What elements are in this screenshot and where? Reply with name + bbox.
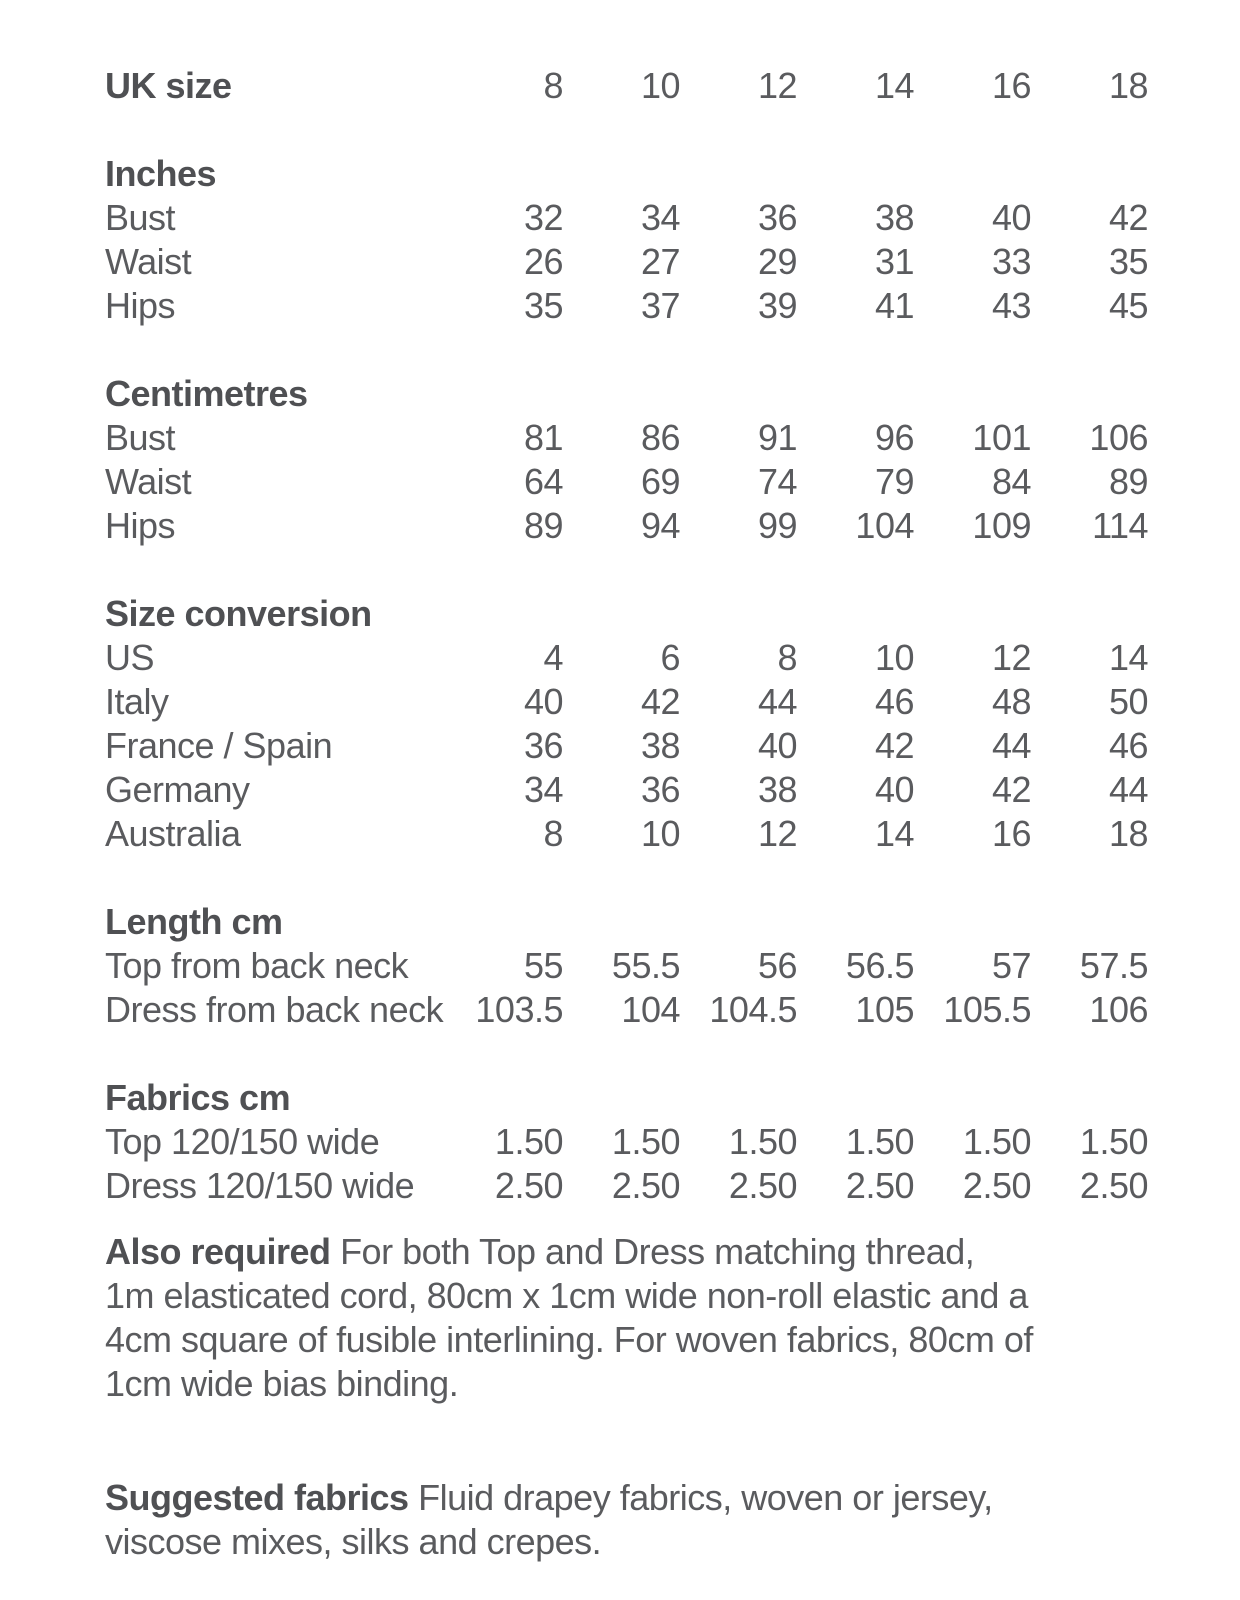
size-cell: 2.50 xyxy=(728,1165,797,1206)
size-cell: 39 xyxy=(757,285,797,326)
note-line xyxy=(105,1230,1148,1274)
table-row xyxy=(105,944,1148,988)
size-cell: 42 xyxy=(1108,197,1148,238)
size-cell: 6 xyxy=(660,637,680,678)
table-row xyxy=(105,636,1148,680)
size-cell: 64 xyxy=(523,461,563,502)
row-label: Bust xyxy=(105,197,176,238)
size-cell: 105 xyxy=(855,989,914,1030)
note-line: 1m elasticated cord, 80cm x 1cm wide non-roll elastic and a xyxy=(105,1275,1028,1316)
size-cell: 34 xyxy=(523,769,563,810)
also-required-label: Also required xyxy=(105,1231,331,1272)
table-row xyxy=(105,1120,1148,1164)
table-row xyxy=(105,768,1148,812)
row-label: Top from back neck xyxy=(105,945,409,986)
size-cell: 42 xyxy=(874,725,914,766)
section-title: Length cm xyxy=(105,901,283,942)
size-cell: 57 xyxy=(991,945,1031,986)
size-cell: 34 xyxy=(640,197,680,238)
size-cell: 104 xyxy=(621,989,680,1030)
size-cell: 46 xyxy=(1108,725,1148,766)
size-chart-section xyxy=(105,592,1148,856)
note-text: For both Top and Dress matching thread, xyxy=(330,1231,975,1272)
size-cell: 56.5 xyxy=(845,945,914,986)
note-line: viscose mixes, silks and crepes. xyxy=(105,1521,602,1562)
size-cell: 32 xyxy=(523,197,563,238)
size-cell: 81 xyxy=(523,417,563,458)
uk-size-value: 10 xyxy=(640,65,680,106)
size-cell: 42 xyxy=(991,769,1031,810)
size-chart-section xyxy=(105,900,1148,1032)
suggested-fabrics-label: Suggested fabrics xyxy=(105,1477,409,1518)
size-cell: 12 xyxy=(991,637,1031,678)
size-cell: 1.50 xyxy=(728,1121,797,1162)
size-cell: 43 xyxy=(991,285,1031,326)
section-rows xyxy=(105,416,1148,548)
size-cell: 26 xyxy=(523,241,563,282)
size-chart-sections xyxy=(105,152,1148,1208)
size-cell: 10 xyxy=(874,637,914,678)
size-cell: 41 xyxy=(874,285,914,326)
size-cell: 48 xyxy=(991,681,1031,722)
size-cell: 35 xyxy=(523,285,563,326)
section-title-row xyxy=(105,372,1148,416)
size-cell: 35 xyxy=(1108,241,1148,282)
section-title: Inches xyxy=(105,153,217,194)
size-cell: 89 xyxy=(1108,461,1148,502)
size-cell: 74 xyxy=(757,461,797,502)
size-cell: 101 xyxy=(972,417,1031,458)
also-required-note xyxy=(105,1230,1148,1406)
size-cell: 55.5 xyxy=(611,945,680,986)
size-chart-section xyxy=(105,1076,1148,1208)
row-label: Dress from back neck xyxy=(105,989,444,1030)
size-cell: 12 xyxy=(757,813,797,854)
row-label: Dress 120/150 wide xyxy=(105,1165,415,1206)
size-cell: 36 xyxy=(523,725,563,766)
size-cell: 37 xyxy=(640,285,680,326)
size-cell: 89 xyxy=(523,505,563,546)
size-cell: 33 xyxy=(991,241,1031,282)
size-cell: 1.50 xyxy=(611,1121,680,1162)
note-text: Fluid drapey fabrics, woven or jersey, xyxy=(408,1477,993,1518)
size-cell: 105.5 xyxy=(943,989,1031,1030)
row-label: Australia xyxy=(105,813,241,854)
size-cell: 50 xyxy=(1108,681,1148,722)
size-cell: 2.50 xyxy=(1079,1165,1148,1206)
size-cell: 84 xyxy=(991,461,1031,502)
table-row xyxy=(105,460,1148,504)
size-cell: 2.50 xyxy=(494,1165,563,1206)
section-rows xyxy=(105,636,1148,856)
uk-size-header-row xyxy=(105,64,1148,108)
uk-size-value: 16 xyxy=(991,65,1031,106)
note-line xyxy=(105,1476,1148,1520)
table-row xyxy=(105,284,1148,328)
uk-size-value: 12 xyxy=(757,65,797,106)
size-cell: 40 xyxy=(523,681,563,722)
size-cell: 1.50 xyxy=(1079,1121,1148,1162)
size-cell: 57.5 xyxy=(1079,945,1148,986)
size-cell: 2.50 xyxy=(845,1165,914,1206)
size-cell: 1.50 xyxy=(845,1121,914,1162)
row-label: Waist xyxy=(105,461,192,502)
size-cell: 99 xyxy=(757,505,797,546)
table-row xyxy=(105,196,1148,240)
size-cell: 44 xyxy=(1108,769,1148,810)
size-guide-content xyxy=(105,64,1148,1564)
size-cell: 109 xyxy=(972,505,1031,546)
size-cell: 31 xyxy=(874,241,914,282)
size-cell: 2.50 xyxy=(962,1165,1031,1206)
table-row xyxy=(105,1164,1148,1208)
size-cell: 86 xyxy=(640,417,680,458)
size-cell: 16 xyxy=(991,813,1031,854)
size-cell: 36 xyxy=(757,197,797,238)
size-cell: 55 xyxy=(523,945,563,986)
size-cell: 38 xyxy=(757,769,797,810)
size-cell: 91 xyxy=(757,417,797,458)
table-row xyxy=(105,724,1148,768)
row-label: Waist xyxy=(105,241,192,282)
note-line: 1cm wide bias binding. xyxy=(105,1363,459,1404)
size-cell: 42 xyxy=(640,681,680,722)
size-cell: 14 xyxy=(874,813,914,854)
section-title-row xyxy=(105,900,1148,944)
size-cell: 44 xyxy=(991,725,1031,766)
row-label: Italy xyxy=(105,681,169,722)
size-cell: 44 xyxy=(757,681,797,722)
row-label: Hips xyxy=(105,505,176,546)
size-chart-section xyxy=(105,372,1148,548)
size-cell: 18 xyxy=(1108,813,1148,854)
size-cell: 104 xyxy=(855,505,914,546)
table-row xyxy=(105,680,1148,724)
table-row xyxy=(105,812,1148,856)
uk-size-value: 18 xyxy=(1108,65,1148,106)
size-cell: 10 xyxy=(640,813,680,854)
size-cell: 46 xyxy=(874,681,914,722)
section-title: Fabrics cm xyxy=(105,1077,291,1118)
size-cell: 79 xyxy=(874,461,914,502)
uk-size-label: UK size xyxy=(105,65,232,106)
size-cell: 4 xyxy=(543,637,563,678)
row-label: Top 120/150 wide xyxy=(105,1121,380,1162)
size-cell: 114 xyxy=(1092,505,1148,546)
section-title: Size conversion xyxy=(105,593,372,634)
section-rows xyxy=(105,196,1148,328)
size-cell: 45 xyxy=(1108,285,1148,326)
suggested-fabrics-note xyxy=(105,1476,1148,1564)
section-rows xyxy=(105,944,1148,1032)
section-rows xyxy=(105,1120,1148,1208)
size-cell: 69 xyxy=(640,461,680,502)
size-cell: 27 xyxy=(640,241,680,282)
size-cell: 1.50 xyxy=(494,1121,563,1162)
uk-size-value: 8 xyxy=(543,65,563,106)
table-row xyxy=(105,416,1148,460)
size-cell: 104.5 xyxy=(709,989,797,1030)
size-cell: 40 xyxy=(757,725,797,766)
size-cell: 29 xyxy=(757,241,797,282)
row-label: Germany xyxy=(105,769,250,810)
section-title-row xyxy=(105,152,1148,196)
size-cell: 38 xyxy=(640,725,680,766)
section-title-row xyxy=(105,592,1148,636)
row-label: France / Spain xyxy=(105,725,333,766)
size-cell: 96 xyxy=(874,417,914,458)
row-label: Hips xyxy=(105,285,176,326)
section-title-row xyxy=(105,1076,1148,1120)
size-cell: 36 xyxy=(640,769,680,810)
size-cell: 56 xyxy=(757,945,797,986)
size-cell: 8 xyxy=(777,637,797,678)
size-cell: 40 xyxy=(874,769,914,810)
size-cell: 106 xyxy=(1089,417,1148,458)
table-row xyxy=(105,240,1148,284)
size-cell: 1.50 xyxy=(962,1121,1031,1162)
size-cell: 2.50 xyxy=(611,1165,680,1206)
uk-size-value: 14 xyxy=(874,65,914,106)
size-chart-section xyxy=(105,152,1148,328)
size-cell: 103.5 xyxy=(475,989,563,1030)
section-title: Centimetres xyxy=(105,373,308,414)
size-cell: 40 xyxy=(991,197,1031,238)
size-cell: 106 xyxy=(1089,989,1148,1030)
table-row xyxy=(105,988,1148,1032)
size-cell: 8 xyxy=(543,813,563,854)
table-row xyxy=(105,504,1148,548)
note-line: 4cm square of fusible interlining. For woven fabrics, 80cm of xyxy=(105,1319,1033,1360)
row-label: US xyxy=(105,637,155,678)
size-cell: 94 xyxy=(640,505,680,546)
size-cell: 38 xyxy=(874,197,914,238)
row-label: Bust xyxy=(105,417,176,458)
size-cell: 14 xyxy=(1108,637,1148,678)
